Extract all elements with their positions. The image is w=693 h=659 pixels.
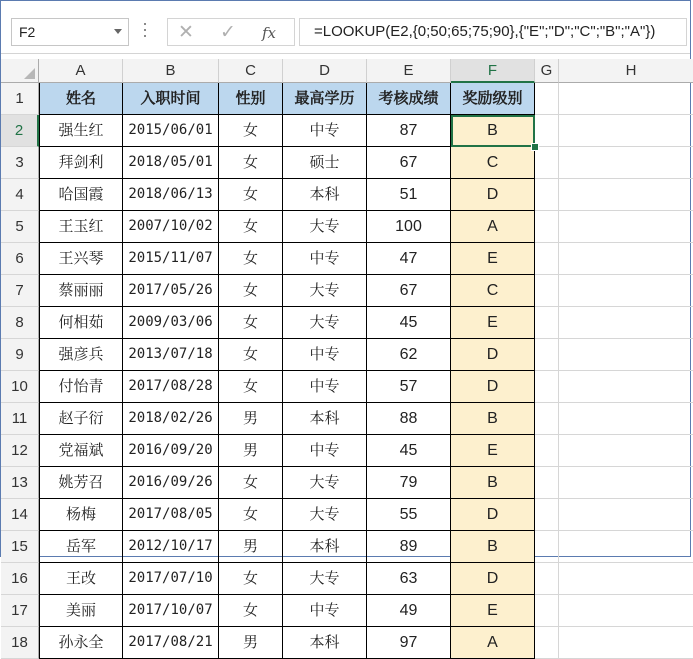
cell-date[interactable]: 2017/08/21 bbox=[123, 627, 219, 659]
cell-edu[interactable]: 中专 bbox=[283, 243, 367, 275]
cell-grade[interactable]: D bbox=[451, 499, 535, 531]
cell-gender[interactable]: 女 bbox=[219, 467, 283, 499]
cell-gender[interactable]: 女 bbox=[219, 339, 283, 371]
column-header-d[interactable]: D bbox=[283, 59, 367, 83]
chevron-down-icon[interactable] bbox=[114, 29, 122, 34]
cell-gender[interactable]: 男 bbox=[219, 531, 283, 563]
cell-gender[interactable]: 女 bbox=[219, 275, 283, 307]
cell-score[interactable]: 79 bbox=[367, 467, 451, 499]
cell-score[interactable]: 62 bbox=[367, 339, 451, 371]
cell-name[interactable]: 孙永全 bbox=[39, 627, 123, 659]
row-header-6[interactable]: 6 bbox=[1, 243, 39, 275]
cell-empty[interactable] bbox=[559, 563, 693, 595]
column-header-g[interactable]: G bbox=[535, 59, 559, 83]
cell-score[interactable]: 63 bbox=[367, 563, 451, 595]
cell-date[interactable]: 2018/05/01 bbox=[123, 147, 219, 179]
cell-edu[interactable]: 大专 bbox=[283, 211, 367, 243]
cell-edu[interactable]: 中专 bbox=[283, 435, 367, 467]
row-header-3[interactable]: 3 bbox=[1, 147, 39, 179]
cell-empty[interactable] bbox=[559, 531, 693, 563]
cell-empty[interactable] bbox=[535, 147, 559, 179]
cell-gender[interactable]: 女 bbox=[219, 307, 283, 339]
row-header-15[interactable]: 15 bbox=[1, 531, 39, 563]
cell-edu[interactable]: 本科 bbox=[283, 179, 367, 211]
cell-grade[interactable]: D bbox=[451, 371, 535, 403]
cell-grade[interactable]: B bbox=[451, 531, 535, 563]
cell-edu[interactable]: 大专 bbox=[283, 563, 367, 595]
cell-empty[interactable] bbox=[535, 595, 559, 627]
cell-date[interactable]: 2017/08/05 bbox=[123, 499, 219, 531]
cell-grade[interactable]: B bbox=[451, 467, 535, 499]
cell-empty[interactable] bbox=[535, 403, 559, 435]
cell-gender[interactable]: 女 bbox=[219, 243, 283, 275]
cell-date[interactable]: 2015/06/01 bbox=[123, 115, 219, 147]
row-header-1[interactable]: 1 bbox=[1, 83, 39, 115]
cell-gender[interactable]: 女 bbox=[219, 499, 283, 531]
cell-score[interactable]: 49 bbox=[367, 595, 451, 627]
cell-empty[interactable] bbox=[559, 499, 693, 531]
cell-gender[interactable]: 女 bbox=[219, 595, 283, 627]
row-header-12[interactable]: 12 bbox=[1, 435, 39, 467]
cell-edu[interactable]: 中专 bbox=[283, 371, 367, 403]
column-header-h[interactable]: H bbox=[559, 59, 693, 83]
row-header-2[interactable]: 2 bbox=[1, 115, 39, 147]
cell-empty[interactable] bbox=[559, 307, 693, 339]
column-header-b[interactable]: B bbox=[123, 59, 219, 83]
cell-empty[interactable] bbox=[559, 211, 693, 243]
cell-grade[interactable]: E bbox=[451, 243, 535, 275]
cell-gender[interactable]: 女 bbox=[219, 371, 283, 403]
column-title-cell[interactable]: 最高学历 bbox=[283, 83, 367, 115]
cell-empty[interactable] bbox=[535, 435, 559, 467]
cell-grade[interactable]: B bbox=[451, 403, 535, 435]
cell-grade[interactable]: E bbox=[451, 307, 535, 339]
cell-date[interactable]: 2016/09/26 bbox=[123, 467, 219, 499]
row-header-18[interactable]: 18 bbox=[1, 627, 39, 659]
row-header-9[interactable]: 9 bbox=[1, 339, 39, 371]
cell-date[interactable]: 2009/03/06 bbox=[123, 307, 219, 339]
column-title-cell[interactable]: 奖励级别 bbox=[451, 83, 535, 115]
cell-date[interactable]: 2017/10/07 bbox=[123, 595, 219, 627]
row-header-4[interactable]: 4 bbox=[1, 179, 39, 211]
row-header-13[interactable]: 13 bbox=[1, 467, 39, 499]
cell-empty[interactable] bbox=[559, 435, 693, 467]
cell-empty[interactable] bbox=[535, 83, 559, 115]
row-header-17[interactable]: 17 bbox=[1, 595, 39, 627]
cell-date[interactable]: 2018/06/13 bbox=[123, 179, 219, 211]
cell-score[interactable]: 45 bbox=[367, 307, 451, 339]
cell-name[interactable]: 党福斌 bbox=[39, 435, 123, 467]
formula-buttons bbox=[167, 18, 295, 46]
cell-score[interactable]: 97 bbox=[367, 627, 451, 659]
cell-edu[interactable]: 大专 bbox=[283, 467, 367, 499]
cell-name[interactable]: 王兴琴 bbox=[39, 243, 123, 275]
cell-name[interactable]: 美丽 bbox=[39, 595, 123, 627]
cell-name[interactable]: 姚芳召 bbox=[39, 467, 123, 499]
cell-gender[interactable]: 男 bbox=[219, 627, 283, 659]
insert-function-icon[interactable]: fx bbox=[262, 24, 277, 42]
cell-empty[interactable] bbox=[559, 83, 693, 115]
cell-empty[interactable] bbox=[535, 339, 559, 371]
cell-edu[interactable]: 本科 bbox=[283, 531, 367, 563]
column-title-cell[interactable]: 考核成绩 bbox=[367, 83, 451, 115]
cell-name[interactable]: 王改 bbox=[39, 563, 123, 595]
column-header-c[interactable]: C bbox=[219, 59, 283, 83]
column-header-e[interactable]: E bbox=[367, 59, 451, 83]
formula-input[interactable] bbox=[299, 18, 687, 46]
cell-date[interactable]: 2007/10/02 bbox=[123, 211, 219, 243]
cell-gender[interactable]: 男 bbox=[219, 435, 283, 467]
cell-empty[interactable] bbox=[535, 627, 559, 659]
active-cell[interactable]: B bbox=[451, 115, 535, 147]
cell-empty[interactable] bbox=[559, 147, 693, 179]
cell-empty[interactable] bbox=[535, 211, 559, 243]
cell-name[interactable]: 何相茹 bbox=[39, 307, 123, 339]
cell-edu[interactable]: 大专 bbox=[283, 307, 367, 339]
row-header-8[interactable]: 8 bbox=[1, 307, 39, 339]
cell-score[interactable]: 89 bbox=[367, 531, 451, 563]
cell-score[interactable]: 55 bbox=[367, 499, 451, 531]
cell-empty[interactable] bbox=[535, 275, 559, 307]
cell-empty[interactable] bbox=[559, 275, 693, 307]
select-all-corner[interactable] bbox=[1, 59, 39, 83]
cell-empty[interactable] bbox=[559, 339, 693, 371]
cell-empty[interactable] bbox=[535, 531, 559, 563]
cell-score[interactable]: 45 bbox=[367, 435, 451, 467]
column-header-a[interactable]: A bbox=[39, 59, 123, 83]
cell-grade[interactable]: D bbox=[451, 339, 535, 371]
cell-gender[interactable]: 女 bbox=[219, 147, 283, 179]
column-title-cell[interactable]: 性别 bbox=[219, 83, 283, 115]
cell-score[interactable]: 87 bbox=[367, 115, 451, 147]
cell-name[interactable]: 强彦兵 bbox=[39, 339, 123, 371]
column-title-cell[interactable]: 姓名 bbox=[39, 83, 123, 115]
corner-triangle-icon bbox=[24, 68, 35, 79]
name-box-value: F2 bbox=[19, 24, 36, 40]
cell-empty[interactable] bbox=[559, 403, 693, 435]
cell-gender[interactable]: 男 bbox=[219, 403, 283, 435]
cell-name[interactable]: 强生红 bbox=[39, 115, 123, 147]
cell-date[interactable]: 2017/08/28 bbox=[123, 371, 219, 403]
enter-icon[interactable]: ✓ bbox=[220, 21, 236, 43]
formula-text: =LOOKUP(E2,{0;50;65;75;90},{"E";"D";"C";"B";"A"}) bbox=[314, 23, 656, 40]
column-title-cell[interactable]: 入职时间 bbox=[123, 83, 219, 115]
cell-gender[interactable]: 女 bbox=[219, 115, 283, 147]
column-header-f[interactable]: F bbox=[451, 59, 535, 83]
cell-edu[interactable]: 中专 bbox=[283, 339, 367, 371]
cell-score[interactable]: 51 bbox=[367, 179, 451, 211]
name-box[interactable] bbox=[11, 18, 129, 46]
cell-score[interactable]: 47 bbox=[367, 243, 451, 275]
fill-handle[interactable] bbox=[531, 143, 539, 151]
cell-score[interactable]: 67 bbox=[367, 147, 451, 179]
cell-date[interactable]: 2016/09/20 bbox=[123, 435, 219, 467]
cell-empty[interactable] bbox=[535, 243, 559, 275]
cell-edu[interactable]: 硕士 bbox=[283, 147, 367, 179]
drag-handle-icon[interactable] bbox=[144, 23, 147, 41]
row-header-16[interactable]: 16 bbox=[1, 563, 39, 595]
cell-grade[interactable]: D bbox=[451, 563, 535, 595]
cell-grade[interactable]: D bbox=[451, 179, 535, 211]
row-header-14[interactable]: 14 bbox=[1, 499, 39, 531]
cell-gender[interactable]: 女 bbox=[219, 179, 283, 211]
cell-empty[interactable] bbox=[559, 243, 693, 275]
formula-bar bbox=[1, 1, 690, 54]
cell-name[interactable]: 王玉红 bbox=[39, 211, 123, 243]
cell-name[interactable]: 岳军 bbox=[39, 531, 123, 563]
cell-empty[interactable] bbox=[535, 563, 559, 595]
cell-edu[interactable]: 中专 bbox=[283, 595, 367, 627]
row-header-11[interactable]: 11 bbox=[1, 403, 39, 435]
row-header-5[interactable]: 5 bbox=[1, 211, 39, 243]
cell-date[interactable]: 2015/11/07 bbox=[123, 243, 219, 275]
cell-gender[interactable]: 女 bbox=[219, 563, 283, 595]
cell-grade[interactable]: E bbox=[451, 435, 535, 467]
cell-date[interactable]: 2012/10/17 bbox=[123, 531, 219, 563]
cell-empty[interactable] bbox=[559, 467, 693, 499]
cell-name[interactable]: 拜剑利 bbox=[39, 147, 123, 179]
cell-date[interactable]: 2017/07/10 bbox=[123, 563, 219, 595]
cell-empty[interactable] bbox=[559, 115, 693, 147]
row-header-10[interactable]: 10 bbox=[1, 371, 39, 403]
cell-edu[interactable]: 本科 bbox=[283, 403, 367, 435]
cell-grade[interactable]: C bbox=[451, 275, 535, 307]
cell-empty[interactable] bbox=[535, 307, 559, 339]
cell-edu[interactable]: 大专 bbox=[283, 275, 367, 307]
cell-date[interactable]: 2018/02/26 bbox=[123, 403, 219, 435]
cell-edu[interactable]: 本科 bbox=[283, 627, 367, 659]
cell-edu[interactable]: 中专 bbox=[283, 115, 367, 147]
cell-name[interactable]: 哈国霞 bbox=[39, 179, 123, 211]
cell-gender[interactable]: 女 bbox=[219, 211, 283, 243]
cell-grade[interactable]: C bbox=[451, 147, 535, 179]
cancel-icon[interactable]: ✕ bbox=[178, 21, 194, 43]
cell-empty[interactable] bbox=[535, 467, 559, 499]
cell-date[interactable]: 2013/07/18 bbox=[123, 339, 219, 371]
cell-grade[interactable]: E bbox=[451, 595, 535, 627]
cell-score[interactable]: 100 bbox=[367, 211, 451, 243]
cell-empty[interactable] bbox=[559, 371, 693, 403]
cell-date[interactable]: 2017/05/26 bbox=[123, 275, 219, 307]
cell-name[interactable]: 付怡青 bbox=[39, 371, 123, 403]
cell-grade[interactable]: A bbox=[451, 627, 535, 659]
cell-empty[interactable] bbox=[535, 499, 559, 531]
cell-name[interactable]: 杨梅 bbox=[39, 499, 123, 531]
cell-grade[interactable]: A bbox=[451, 211, 535, 243]
cell-empty[interactable] bbox=[535, 179, 559, 211]
row-header-7[interactable]: 7 bbox=[1, 275, 39, 307]
cell-score[interactable]: 57 bbox=[367, 371, 451, 403]
cell-name[interactable]: 蔡丽丽 bbox=[39, 275, 123, 307]
cell-name[interactable]: 赵子衍 bbox=[39, 403, 123, 435]
cell-empty[interactable] bbox=[559, 595, 693, 627]
cell-score[interactable]: 67 bbox=[367, 275, 451, 307]
cell-empty[interactable] bbox=[559, 179, 693, 211]
cell-empty[interactable] bbox=[559, 627, 693, 659]
cell-empty[interactable] bbox=[535, 371, 559, 403]
cell-edu[interactable]: 大专 bbox=[283, 499, 367, 531]
cell-score[interactable]: 88 bbox=[367, 403, 451, 435]
